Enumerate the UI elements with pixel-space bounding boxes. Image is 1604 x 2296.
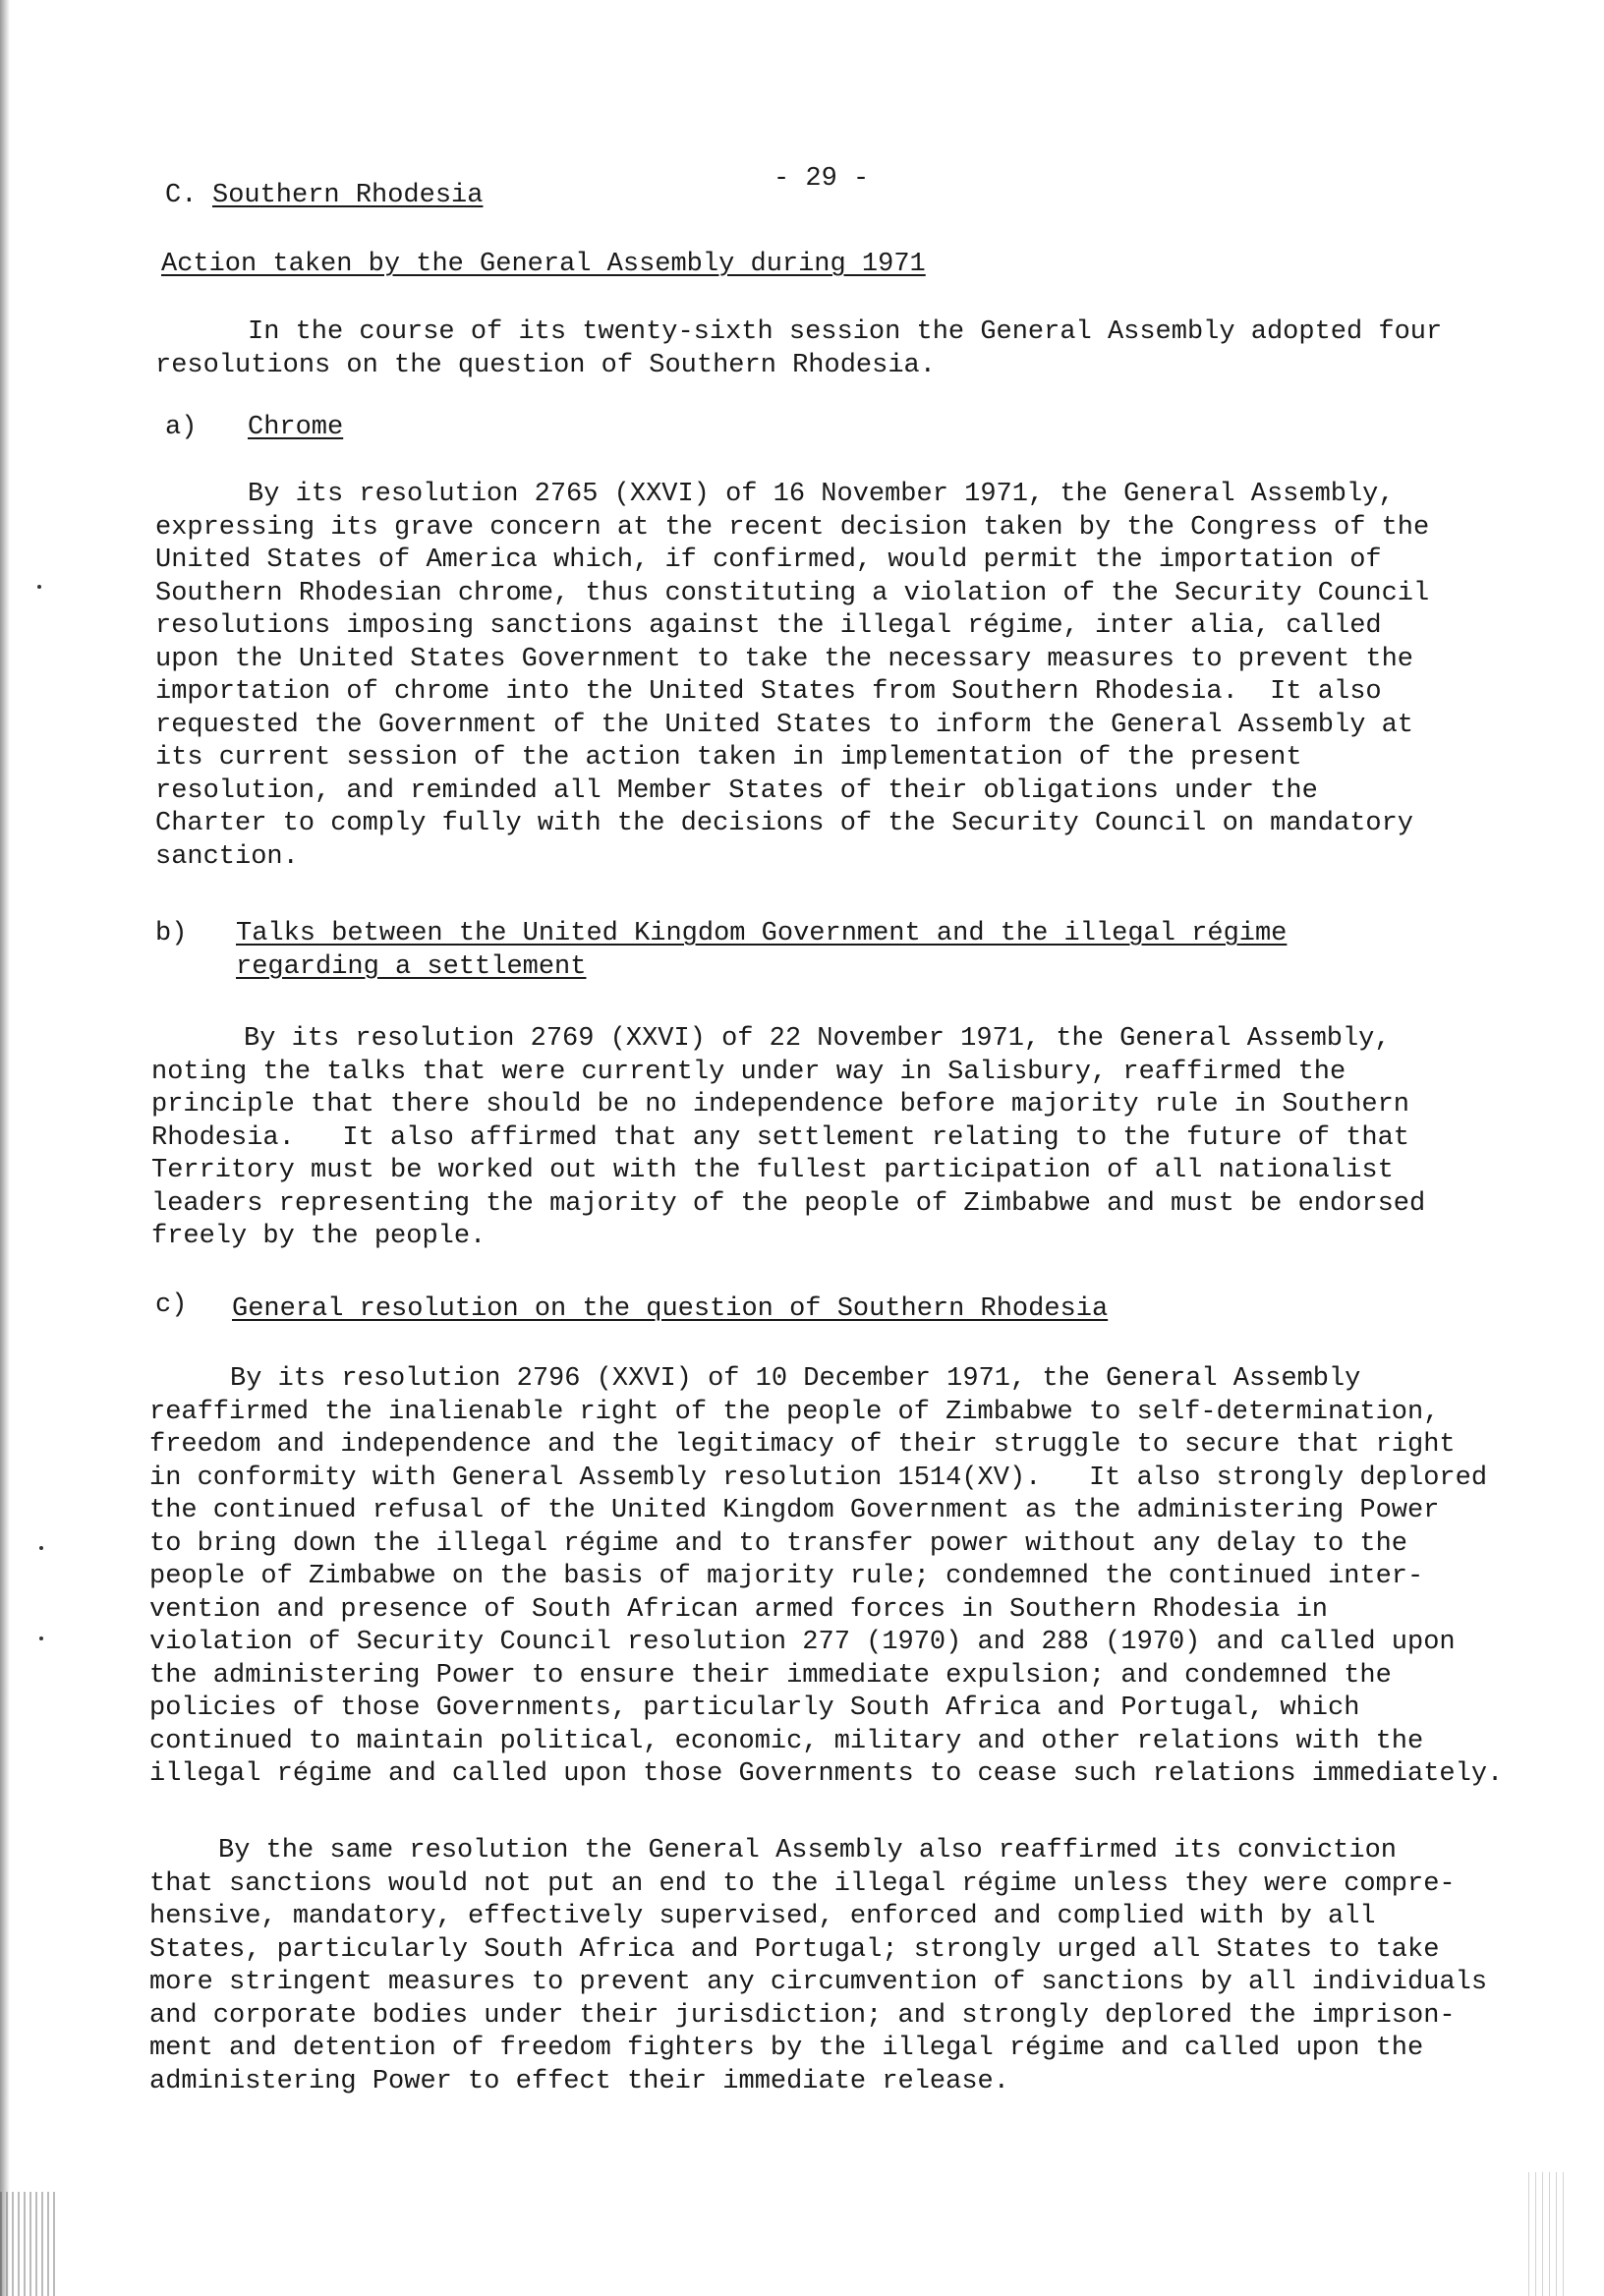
subsection-a-paragraph [155, 479, 1429, 874]
subsection-a-title: Chrome [248, 413, 344, 442]
paragraph-line: expressing its grave concern at the recent decision taken by the Congress of the [155, 512, 1430, 543]
paragraph-line: principle that there should be no independence before majority rule in Southern [151, 1090, 1410, 1119]
paragraph-line: violation of Security Council resolution 277 (1970) and 288 (1970) and called upon [149, 1628, 1456, 1657]
paragraph-line: requested the Government of the United States to inform the General Assembly at [155, 710, 1414, 740]
page-number: - 29 - [773, 164, 870, 194]
paragraph-line: importation of chrome into the United States from Southern Rhodesia. It also [155, 677, 1382, 707]
paragraph-line: resolution, and reminded all Member States of their obligations under the [155, 775, 1318, 806]
paragraph-line: resolutions imposing sanctions against the illegal régime, inter alia, called [155, 611, 1382, 641]
paragraph-line: that sanctions would not put an end to the illegal régime unless they were compre- [149, 1868, 1456, 1899]
section-title: Southern Rhodesia [212, 181, 484, 210]
paragraph-line: United States of America which, if confirmed, would permit the importation of [155, 545, 1382, 575]
paragraph-line: vention and presence of South African armed forces in Southern Rhodesia in [149, 1594, 1328, 1625]
paragraph-line: ment and detention of freedom fighters by the illegal régime and called upon the [149, 2034, 1424, 2063]
paragraph-line: noting the talks that were currently under way in Salisbury, reaffirmed the [151, 1057, 1346, 1087]
paragraph-line: In the course of its twenty-sixth session the General Assembly adopted four [248, 317, 1443, 347]
subsection-title-line: regarding a settlement [236, 951, 587, 982]
paragraph-line: in conformity with General Assembly resolution 1514(XV). It also strongly deplored [149, 1463, 1488, 1493]
paragraph-line: By its resolution 2765 (XXVI) of 16 November 1971, the General Assembly, [248, 480, 1395, 509]
intro-paragraph [155, 316, 1442, 382]
scan-edge-left [0, 0, 10, 2296]
scan-speck [39, 1636, 43, 1640]
paragraph-line: By its resolution 2796 (XXVI) of 10 December 1971, the General Assembly [230, 1364, 1361, 1394]
paragraph-line: its current session of the action taken in implementation of the present [155, 743, 1302, 773]
subsection-c-paragraph-2 [149, 1835, 1487, 2098]
paragraph-line: people of Zimbabwe on the basis of majority rule; condemned the continued inter- [149, 1562, 1424, 1591]
paragraph-line: leaders representing the majority of the people of Zimbabwe and must be endorsed [151, 1188, 1426, 1219]
subsection-a-label: a) [165, 413, 198, 442]
paragraph-line: reaffirmed the inalienable right of the people of Zimbabwe to self-determination, [149, 1397, 1440, 1427]
scan-speck [39, 1546, 43, 1550]
subsection-b-title [236, 918, 1287, 984]
paragraph-line: By its resolution 2769 (XXVI) of 22 November 1971, the General Assembly, [244, 1024, 1391, 1054]
scan-edge-bottom-left [0, 2192, 59, 2296]
paragraph-line: States, particularly South Africa and Portugal; strongly urged all States to take [149, 1934, 1440, 1965]
paragraph-line: freely by the people. [151, 1222, 487, 1251]
paragraph-line: continued to maintain political, economic, military and other relations with the [149, 1726, 1424, 1756]
subsection-c-title: General resolution on the question of Southern Rhodesia [232, 1294, 1109, 1324]
paragraph-line: Charter to comply fully with the decisions of the Security Council on mandatory [155, 809, 1414, 838]
paragraph-line: the continued refusal of the United Kingdom Government as the administering Power [149, 1496, 1440, 1525]
subsection-title-line: Talks between the United Kingdom Government and the illegal régime [236, 919, 1288, 948]
scan-speck [37, 585, 41, 589]
paragraph-line: more stringent measures to prevent any circumvention of sanctions by all individuals [149, 1968, 1488, 1997]
paragraph-line: freedom and independence and the legitimacy of their struggle to secure that right [149, 1430, 1456, 1460]
subsection-b-paragraph [151, 1023, 1425, 1254]
subsection-b-label: b) [155, 919, 188, 948]
paragraph-line: Southern Rhodesian chrome, thus constituting a violation of the Security Council [155, 578, 1430, 608]
subheading: Action taken by the General Assembly during 1971 [161, 250, 926, 279]
paragraph-line: resolutions on the question of Southern Rhodesia. [155, 350, 936, 380]
paragraph-line: illegal régime and called upon those Governments to cease such relations immediately. [149, 1759, 1504, 1789]
paragraph-line: Territory must be worked out with the fullest participation of all nationalist [151, 1156, 1394, 1185]
paragraph-line: hensive, mandatory, effectively supervised, enforced and complied with by all [149, 1902, 1376, 1931]
paragraph-line: administering Power to effect their immediate release. [149, 2066, 1009, 2096]
paragraph-line: to bring down the illegal régime and to transfer power without any delay to the [149, 1528, 1408, 1559]
paragraph-line: By the same resolution the General Assembly also reaffirmed its conviction [218, 1836, 1397, 1866]
subsection-c-paragraph-1 [149, 1363, 1503, 1792]
paragraph-line: policies of those Governments, particularly South Africa and Portugal, which [149, 1693, 1360, 1723]
paragraph-line: the administering Power to ensure their immediate expulsion; and condemned the [149, 1660, 1392, 1691]
section-label: C. [165, 181, 198, 210]
paragraph-line: and corporate bodies under their jurisdiction; and strongly deplored the imprison- [149, 2000, 1456, 2031]
paragraph-line: Rhodesia. It also affirmed that any settlement relating to the future of that [151, 1122, 1410, 1153]
paragraph-line: sanction. [155, 841, 299, 872]
paragraph-line: upon the United States Government to take the necessary measures to prevent the [155, 644, 1414, 674]
subsection-c-label: c) [155, 1291, 188, 1320]
scan-edge-bottom-right [1528, 2172, 1568, 2296]
